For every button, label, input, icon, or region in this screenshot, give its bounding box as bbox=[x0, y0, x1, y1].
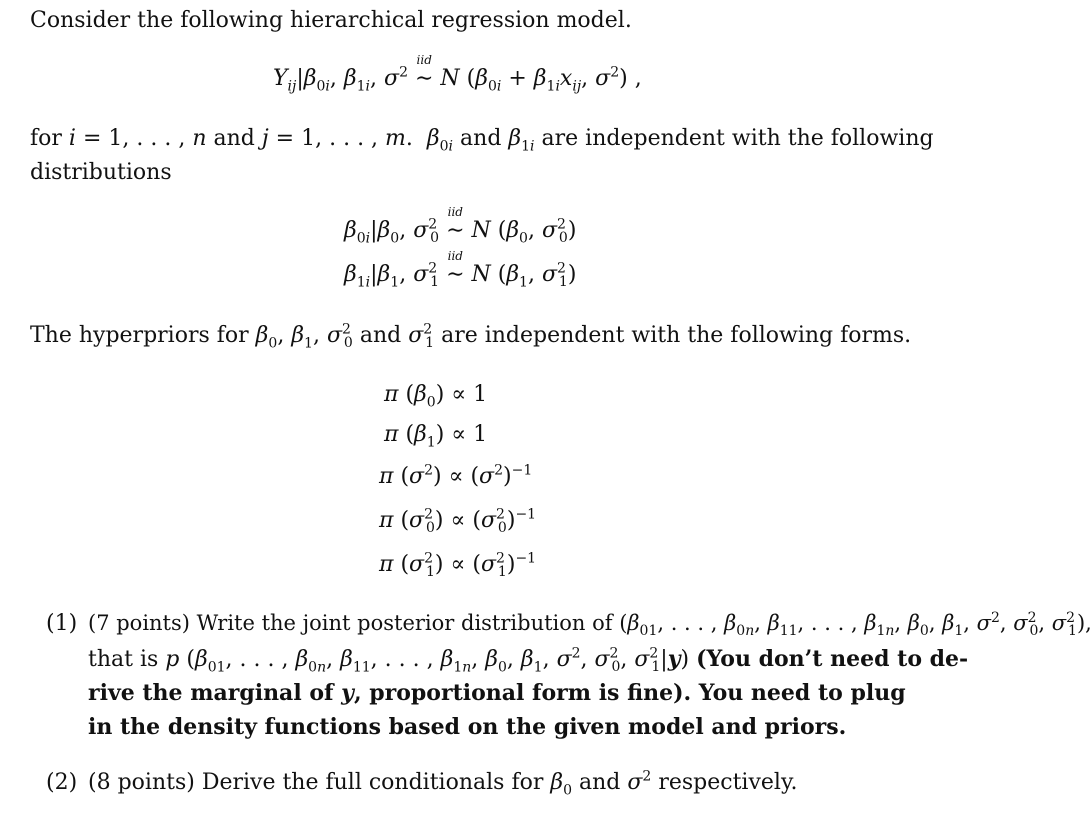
model-equation: $Y_{ij}|\beta_{0i}$, $\beta_{1i}$, $\sigma^2$ iid ∼ N ($\beta_{0i} + \beta_{1i}x_{ij}$, $\sigma^2$) , bbox=[273, 53, 642, 95]
item-1-line4: in the density functions based on the given model and priors. bbox=[88, 714, 847, 740]
hyperprior-intro: The hyperpriors for $\beta_0$, $\beta_1$, $\sigma^2_0$ and $\sigma^2_1$ are independent with the following forms. bbox=[30, 321, 912, 352]
hyperprior-sigma0: π $(\sigma^2_0) \propto (\sigma^2_0)^{-1}$ bbox=[379, 506, 537, 537]
index-text: for i = 1, . . . , n and j = 1, . . . , m. $\beta_{0i}$ and $\beta_{1i}$ are independent with the following bbox=[30, 126, 934, 155]
item-2-number: (2) bbox=[46, 770, 78, 795]
distributions-word: distributions bbox=[30, 160, 172, 185]
beta0-prior: $\beta_{0i}|\beta_0$, $\sigma^2_0$ iid ∼ N ($\beta_0$, $\sigma^2_0$) bbox=[344, 205, 577, 247]
hyperprior-beta1: π $(\beta_1) \propto 1$ bbox=[384, 422, 488, 451]
intro-text: Consider the following hierarchical regression model. bbox=[30, 8, 632, 33]
item-2-text: (8 points) Derive the full conditionals for $\beta_0$ and $\sigma^2$ respectively. bbox=[88, 768, 798, 799]
item-1-line1: (7 points) Write the joint posterior distribution of ($\beta_{01}$, . . . , $\beta_{0n}$, $\beta_{11}$, . . . , $\beta_{1n}$, $\beta_0$, $\beta_1$, $\sigma^2$, $\sigma^2_0$, $\sigma^2_1$), bbox=[88, 610, 1092, 640]
item-1-line2: that is p ($\beta_{01}$, . . . , $\beta_{0n}$, $\beta_{11}$, . . . , $\beta_{1n}$, $\beta_0$, $\beta_1$, $\sigma^2$, $\sigma^2_0$, $\sigma^2_1|y$) (You don’t need to de- bbox=[88, 645, 969, 676]
hyperprior-sigma2: π $(\sigma^2) \propto (\sigma^2)^{-1}$ bbox=[379, 462, 533, 489]
beta1-prior: $\beta_{1i}|\beta_1$, $\sigma^2_1$ iid ∼ N ($\beta_1$, $\sigma^2_1$) bbox=[344, 249, 577, 291]
hyperprior-beta0: π $(\beta_0) \propto 1$ bbox=[384, 382, 488, 411]
item-1-number: (1) bbox=[46, 611, 78, 636]
hyperprior-sigma1: π $(\sigma^2_1) \propto (\sigma^2_1)^{-1}$ bbox=[379, 550, 537, 581]
item-1-line3: rive the marginal of y, proportional form is fine). You need to plug bbox=[88, 680, 906, 706]
